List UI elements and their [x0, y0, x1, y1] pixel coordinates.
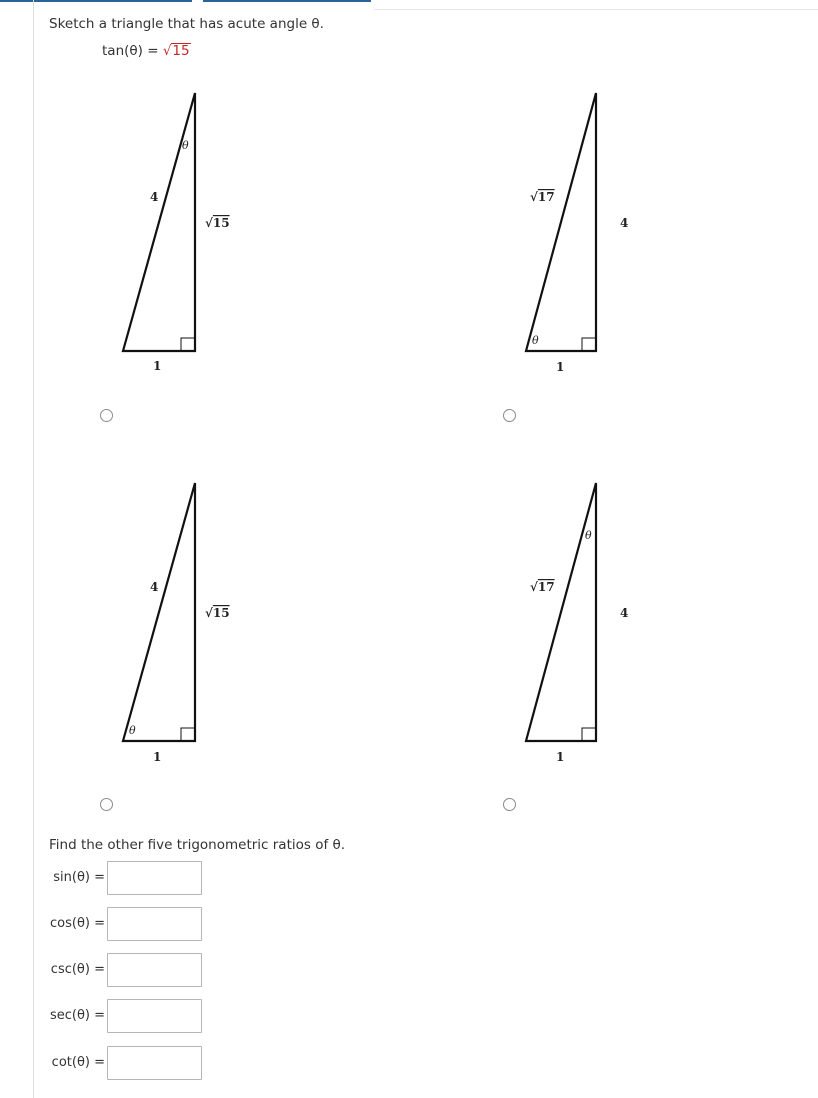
cos-input[interactable] [107, 907, 202, 941]
sin-input[interactable] [107, 861, 202, 895]
triangle-d-base-label: 1 [556, 750, 565, 764]
cot-input[interactable] [107, 1046, 202, 1080]
triangle-c-vert-label: √15 [205, 606, 230, 620]
sec-input[interactable] [107, 999, 202, 1033]
triangle-b-vert-label: 4 [620, 216, 629, 230]
option-c-radio[interactable] [100, 798, 113, 811]
triangle-option-b [518, 85, 638, 385]
cot-row [0, 1046, 220, 1080]
triangle-a-base-label: 1 [153, 359, 162, 373]
triangle-a-hyp-label: 4 [150, 190, 159, 204]
triangle-d-vert-label: 4 [620, 606, 629, 620]
progress-tab-1 [0, 0, 192, 2]
given-prefix: tan(θ) = [102, 43, 163, 59]
sin-row [0, 861, 220, 895]
given-sqrt: √15 [162, 43, 190, 59]
triangle-c-theta: θ [129, 724, 136, 737]
triangle-b-theta: θ [532, 334, 539, 347]
sec-row [0, 999, 220, 1033]
triangle-option-a [115, 85, 255, 385]
triangle-a-theta: θ [182, 139, 189, 152]
cos-row [0, 907, 220, 941]
cot-label: cot(θ) = [51, 1055, 105, 1070]
triangle-d-hyp-label: √17 [530, 580, 555, 594]
option-b-radio[interactable] [503, 409, 516, 422]
ratios-heading: Find the other five trigonometric ratios of θ. [49, 837, 346, 853]
cos-label: cos(θ) = [50, 916, 105, 931]
triangle-d-theta: θ [585, 529, 592, 542]
csc-input[interactable] [107, 953, 202, 987]
triangle-c-hyp-label: 4 [150, 580, 159, 594]
given-tan [102, 43, 191, 59]
sin-label: sin(θ) = [53, 870, 105, 885]
triangle-b-base-label: 1 [556, 360, 565, 374]
given-radicand: 15 [172, 43, 190, 59]
question-prompt: Sketch a triangle that has acute angle θ. [49, 16, 324, 32]
triangle-c-base-label: 1 [153, 750, 162, 764]
csc-label: csc(θ) = [50, 962, 105, 977]
sec-label: sec(θ) = [49, 1008, 105, 1023]
triangle-option-c [115, 475, 255, 775]
option-d-radio[interactable] [503, 798, 516, 811]
triangle-b-hyp-label: √17 [530, 190, 555, 204]
csc-row [0, 953, 220, 987]
triangle-option-d [518, 475, 638, 775]
option-a-radio[interactable] [100, 409, 113, 422]
triangle-a-vert-label: √15 [205, 216, 230, 230]
top-divider [374, 9, 818, 10]
progress-tab-2 [203, 0, 371, 2]
